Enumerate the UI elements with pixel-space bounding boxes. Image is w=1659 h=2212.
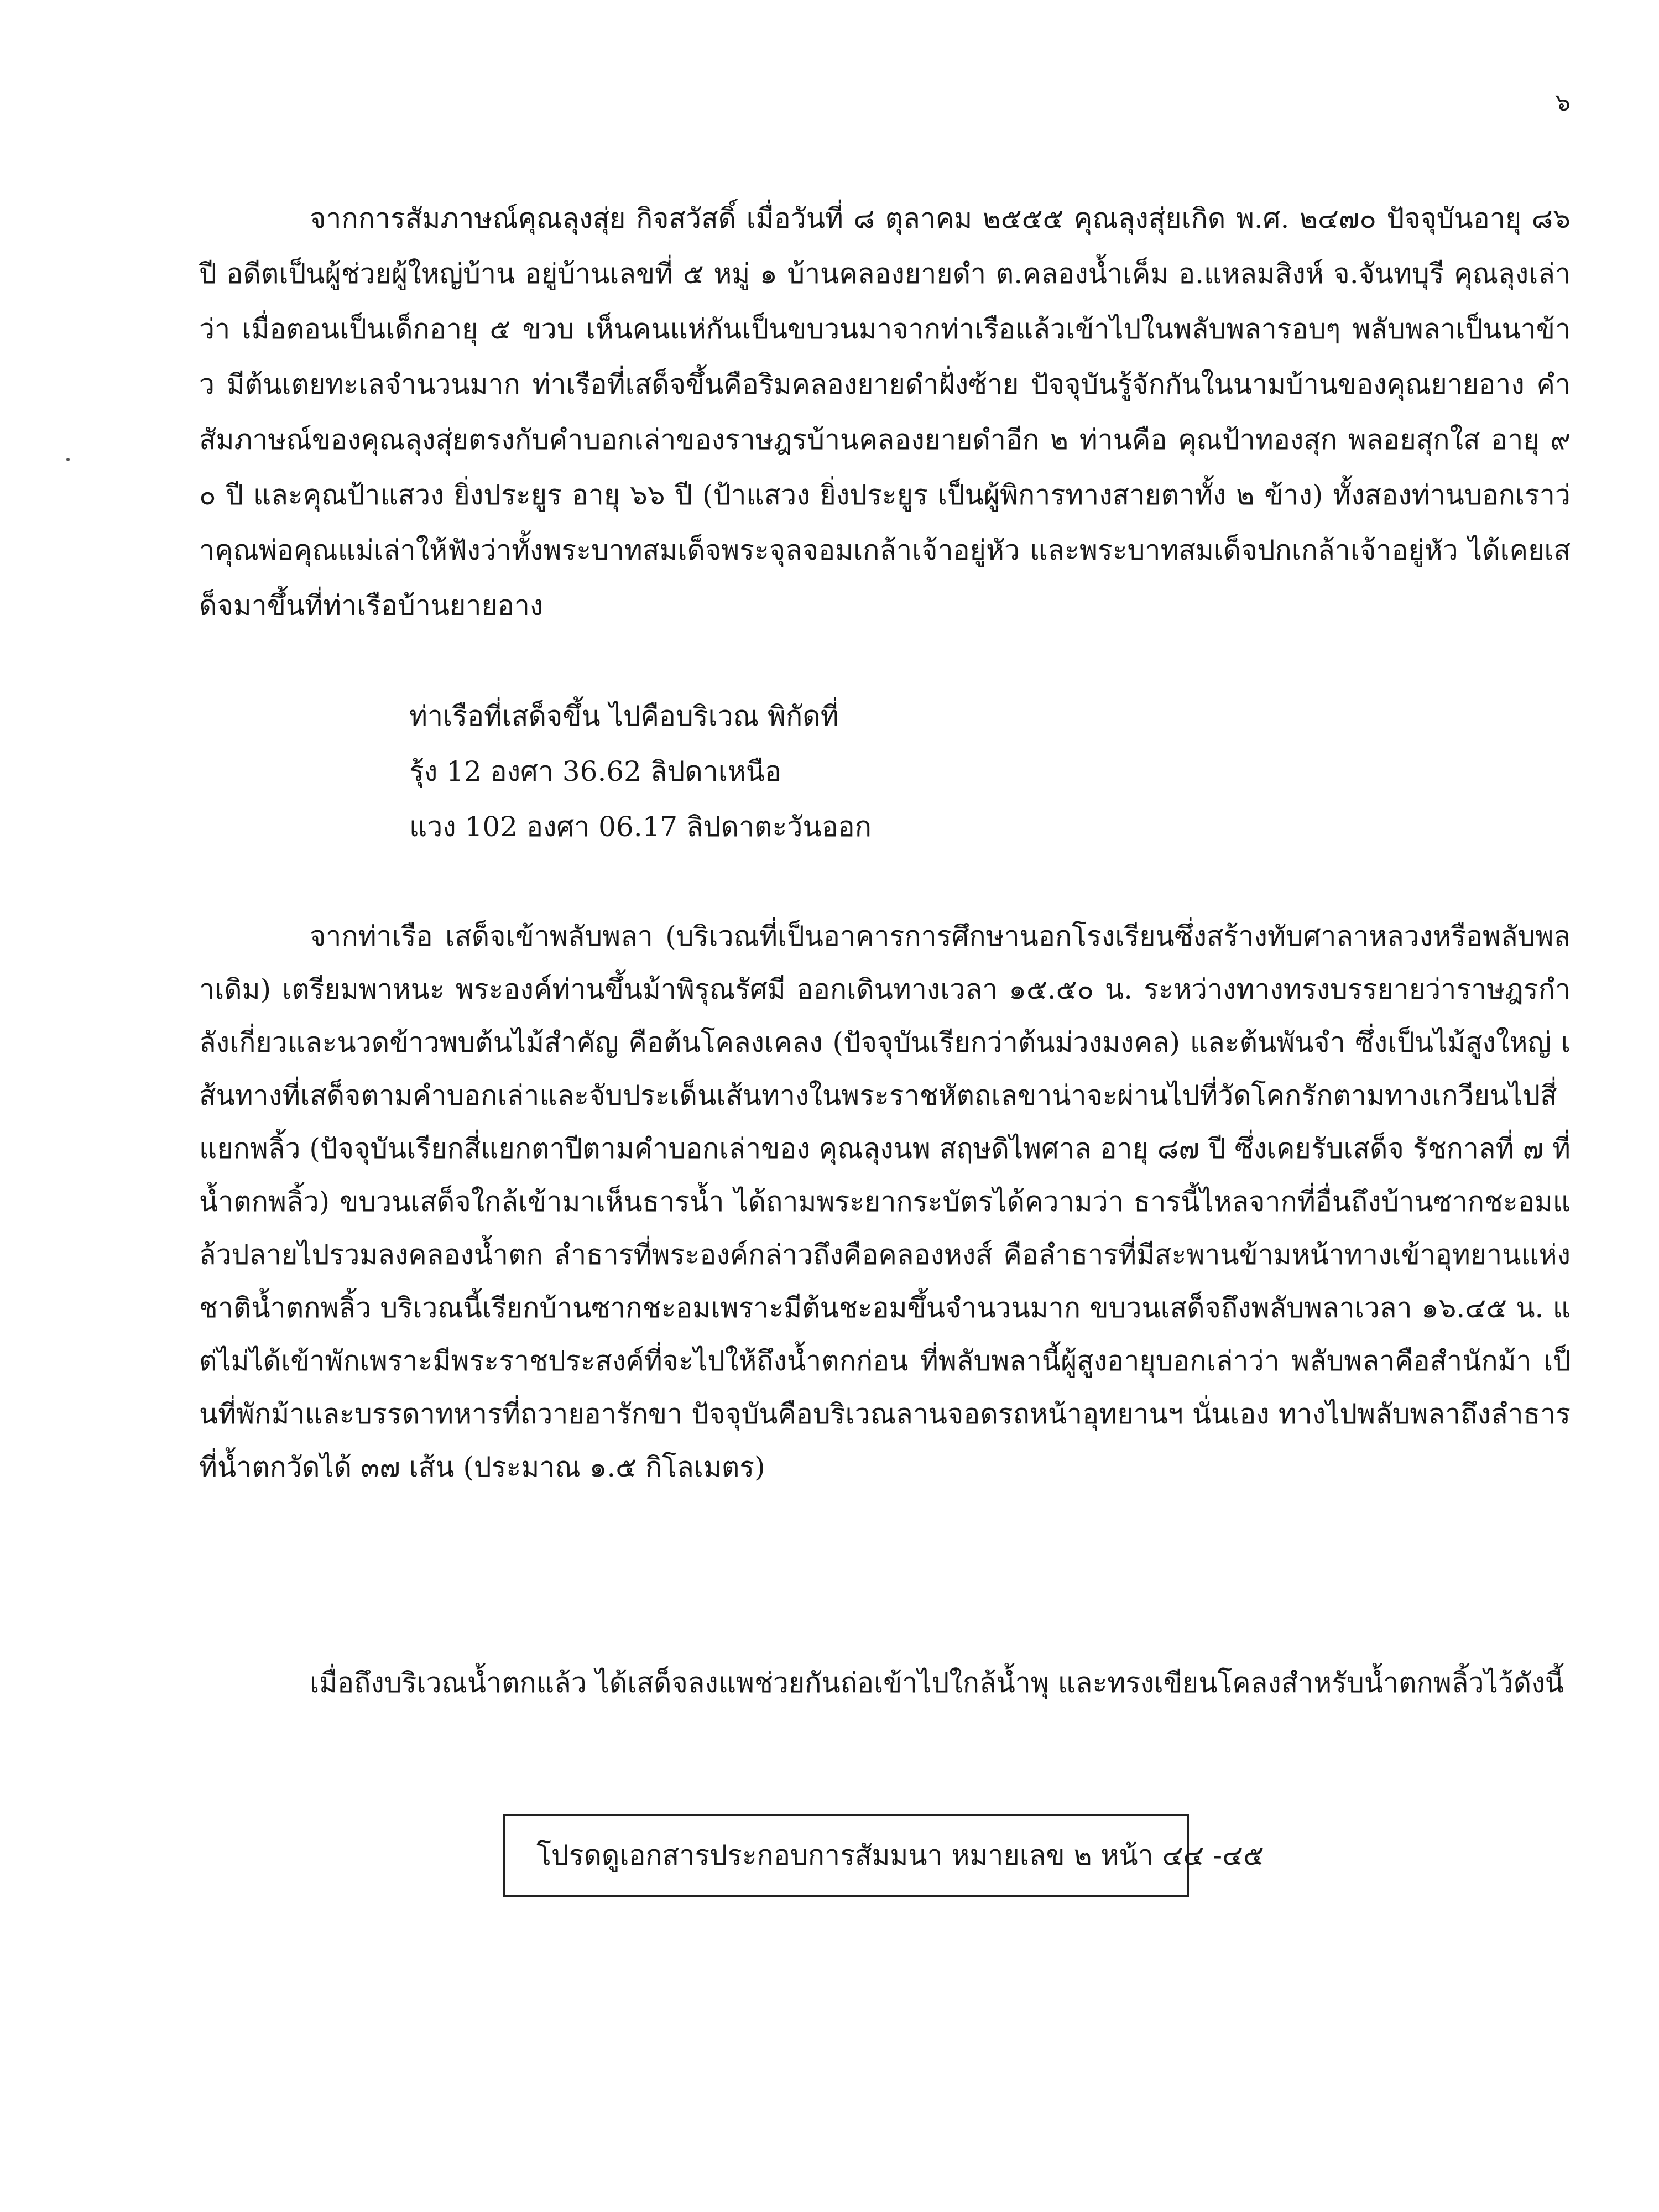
reference-note-text: โปรดดูเอกสารประกอบการสัมมนา หมายเลข ๒ หน้า ๔๔ -๔๕ bbox=[536, 1839, 1264, 1871]
landing-coordinates bbox=[409, 688, 1571, 854]
coordinates-longitude: แวง 102 องศา 06.17 ลิปดาตะวันออก bbox=[409, 811, 872, 843]
interview-paragraph: จากการสัมภาษณ์คุณลุงสุ่ย กิจสวัสดิ์ เมื่อวันที่ ๘ ตุลาคม ๒๕๕๕ คุณลุงสุ่ยเกิด พ.ศ. ๒๔๗๐ ปัจจุบันอายุ ๘๖ ปี อดีตเป็นผู้ช่วยผู้ใหญ่บ้าน อยู่บ้านเลขที่ ๕ หมู่ ๑ บ้านคลองยายดำ ต.คลองน้ำเค็ม อ.แหลมสิงห์ จ.จันทบุรี คุณลุงเล่าว่า เมื่อตอนเป็นเด็กอายุ ๕ ขวบ เห็นคนแห่กันเป็นขบวนมาจากท่าเรือแล้วเข้าไปในพลับพลารอบๆ พลับพลาเป็นนาข้าว มีต้นเตยทะเลจำนวนมาก ท่าเรือที่เสด็จขึ้นคือริมคลองยายดำฝั่งซ้าย ปัจจุบันรู้จักกันในนามบ้านของคุณยายอาง คำสัมภาษณ์ของคุณลุงสุ่ยตรงกับคำบอกเล่าของราษฎรบ้านคลองยายดำอีก ๒ ท่านคือ คุณป้าทองสุก พลอยสุกใส อายุ ๙๐ ปี และคุณป้าแสวง ยิ่งประยูร อายุ ๖๖ ปี (ป้าแสวง ยิ่งประยูร เป็นผู้พิการทางสายตาทั้ง ๒ ข้าง) ทั้งสองท่านบอกเราว่าคุณพ่อคุณแม่เล่าให้ฟังว่าทั้งพระบาทสมเด็จพระจุลจอมเกล้าเจ้าอยู่หัว และพระบาทสมเด็จปกเกล้าเจ้าอยู่หัว ได้เคยเสด็จมาขึ้นที่ท่าเรือบ้านยายอาง bbox=[199, 202, 1571, 622]
coordinates-intro: ท่าเรือที่เสด็จขึ้น ไปคือบริเวณ พิกัดที่ bbox=[409, 700, 839, 732]
page-number: ๖ bbox=[1555, 88, 1571, 117]
coordinates-latitude: รุ้ง 12 องศา 36.62 ลิปดาเหนือ bbox=[409, 755, 782, 787]
waterfall-paragraph: เมื่อถึงบริเวณน้ำตกแล้ว ได้เสด็จลงแพช่วยกันถ่อเข้าไปใกล้น้ำพุ และทรงเขียนโคลงสำหรับน้ำตกพลิ้วไว้ดังนี้ bbox=[310, 1667, 1564, 1699]
scan-speck bbox=[66, 458, 70, 461]
reference-note-box bbox=[503, 1814, 1264, 1897]
procession-paragraph: จากท่าเรือ เสด็จเข้าพลับพลา (บริเวณที่เป็นอาคารการศึกษานอกโรงเรียนซึ่งสร้างทับศาลาหลวงหรือพลับพลาเดิม) เตรียมพาหนะ พระองค์ท่านขึ้นม้าพิรุณรัศมี ออกเดินทางเวลา ๑๕.๕๐ น. ระหว่างทางทรงบรรยายว่าราษฎรกำลังเกี่ยวและนวดข้าวพบต้นไม้สำคัญ คือต้นโคลงเคลง (ปัจจุบันเรียกว่าต้นม่วงมงคล) และต้นพันจำ ซึ่งเป็นไม้สูงใหญ่ เส้นทางที่เสด็จตามคำบอกเล่าและจับประเด็นเส้นทางในพระราชหัตถเลขาน่าจะผ่านไปที่วัดโคกรักตามทางเกวียนไปสี่แยกพลิ้ว (ปัจจุบันเรียกสี่แยกตาปีตามคำบอกเล่าของ คุณลุงนพ สฤษดิไพศาล อายุ ๘๗ ปี ซึ่งเคยรับเสด็จ รัชกาลที่ ๗ ที่น้ำตกพลิ้ว) ขบวนเสด็จใกล้เข้ามาเห็นธารน้ำ ได้ถามพระยากระบัตรได้ความว่า ธารนี้ไหลจากที่อื่นถึงบ้านซากชะอมแล้วปลายไปรวมลงคลองน้ำตก ลำธารที่พระองค์กล่าวถึงคือคลองหงส์ คือลำธารที่มีสะพานข้ามหน้าทางเข้าอุทยานแห่งชาติน้ำตกพลิ้ว บริเวณนี้เรียกบ้านซากชะอมเพราะมีต้นชะอมขึ้นจำนวนมาก ขบวนเสด็จถึงพลับพลาเวลา ๑๖.๔๕ น. แต่ไม่ได้เข้าพักเพราะมีพระราชประสงค์ที่จะไปให้ถึงน้ำตกก่อน ที่พลับพลานี้ผู้สูงอายุบอกเล่าว่า พลับพลาคือสำนักม้า เป็นที่พักม้าและบรรดาทหารที่ถวายอารักขา ปัจจุบันคือบริเวณลานจอดรถหน้าอุทยานฯ นั่นเอง ทางไปพลับพลาถึงลำธารที่น้ำตกวัดได้ ๓๗ เส้น (ประมาณ ๑.๕ กิโลเมตร) bbox=[199, 920, 1571, 1483]
document-body bbox=[199, 191, 1571, 1766]
